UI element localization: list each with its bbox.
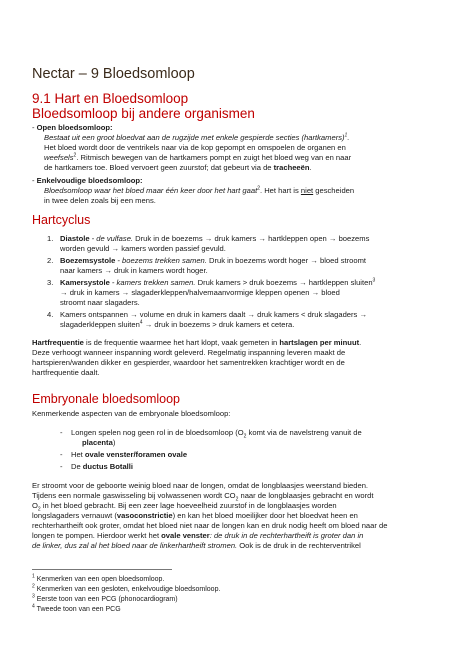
open-text-3b: . Ritmisch bewegen van de hartkamers pompt en zuigt het bloed weg van en naar <box>76 153 352 162</box>
para-line-1: Er stroomt voor de geboorte weinig bloed naar de longen, omdat de longblaasjes weerstand bieden. <box>32 481 369 490</box>
para-line-3 <box>32 501 337 511</box>
hf-term: Hartfrequentie <box>32 338 84 347</box>
para-text: Ook is de druk in de rechterventrikel <box>237 541 361 550</box>
cycle-item-2 <box>60 256 366 266</box>
cycle-desc: - boezems trekken samen. <box>115 256 207 265</box>
open-line-4 <box>44 163 312 173</box>
para-text-italic: de linker, dus zal al het bloed naar de linkerhartheift stromen. <box>32 541 238 550</box>
para-text: Tijdens een normale gaswisseling bij volwassenen wordt CO <box>32 491 236 500</box>
para-text: O <box>32 501 38 510</box>
hf-text: is de frequentie waarmee het hart klopt, vaak gemeten in <box>83 338 280 347</box>
para-line-7 <box>32 541 361 551</box>
footnote-ref: 1 <box>344 132 348 139</box>
closed-text-1b: . Het hart is <box>259 186 301 195</box>
para-text: longslagaders vernauwt ( <box>32 511 117 520</box>
footnote-ref: 3 <box>372 277 376 284</box>
cycle-item-3-cont2: stroomt naar slagaders. <box>60 298 140 307</box>
subscript: 2 <box>37 506 41 513</box>
para-text: naar de longblaasjes gebracht en wordt <box>238 491 374 500</box>
cycle-item-2-cont: naar kamers → druk in kamers wordt hoger. <box>60 266 208 275</box>
para-line-2 <box>32 491 373 501</box>
cycle-item-3 <box>60 278 375 288</box>
open-label: Open bloedsomloop: <box>36 123 113 132</box>
closed-line-1 <box>44 186 354 196</box>
hf-term-2: hartslagen per minuut <box>279 338 360 347</box>
bullet-text: Longen spelen nog geen rol in de bloedsomloop (O <box>70 428 244 437</box>
para-line-6 <box>32 531 363 541</box>
footnote-number: 2 <box>32 583 35 590</box>
footnote-text: Tweede toon van een PCG <box>34 606 121 613</box>
open-line-2 <box>44 143 346 153</box>
open-text-1: Bestaat uit een groot bloedvat aan de rugzijde met enkele gespierde secties (hartkamers) <box>44 133 345 142</box>
list-number: 4. <box>47 310 54 319</box>
open-text-4c: . <box>309 163 312 172</box>
open-text-4a: de hartkamers toe. Bloed vervoert geen zuurstof; dat gebeurt via de <box>44 163 274 172</box>
list-number: 2. <box>47 256 54 265</box>
footnote-1 <box>32 575 164 584</box>
embryo-intro: Kenmerkende aspecten van de embryonale bloedsomloop: <box>32 409 231 418</box>
para-line-5: rechterhartheift ook groter, omdat het bloed niet naar de longen kan en druk nodig heeft om bloed naar de <box>32 521 388 530</box>
footnote-ref: 2 <box>257 185 260 192</box>
cycle-item-1-cont: worden gevuld → kamers worden passief gevuld. <box>60 244 226 253</box>
hf-line-1 <box>32 338 361 348</box>
footnote-ref: 4 <box>139 319 143 326</box>
tracheeen-term: tracheeën <box>273 163 310 172</box>
cycle-desc: - de vulfase. <box>89 234 134 243</box>
closed-label: Enkelvoudige bloedsomloop: <box>36 176 143 185</box>
cycle-text: slagaderkleppen sluiten <box>60 320 140 329</box>
para-text: ) en kan het bloed moeilijker door het bloedvat heen en <box>172 511 358 520</box>
cycle-term: Boezemsystole <box>60 256 116 265</box>
subscript: 2 <box>243 433 247 440</box>
list-number: 1. <box>47 234 54 243</box>
cycle-item-1 <box>60 234 369 244</box>
closed-text-1a: Bloedsomloop waar het bloed maar één keer door het hart gaat <box>44 186 258 195</box>
ovale-venster-term: ovale venster <box>161 531 210 540</box>
cycle-item-4 <box>60 310 367 320</box>
footnote-2 <box>32 585 220 594</box>
footnote-text: Eerste toon van een PCG (phonocardiogram) <box>34 596 178 603</box>
open-line-1: Bestaat uit een groot bloedvat aan de rugzijde met enkele gespierde secties (hartkamers)$^1$. <box>44 132 350 142</box>
list-number: 3. <box>47 278 54 287</box>
bullet-text: komt via de navelstreng vanuit de <box>246 428 362 437</box>
cycle-term: Kamersystole <box>60 278 110 287</box>
cycle-text: Druk in de boezems → druk kamers → hartkleppen open → boezems <box>133 234 370 243</box>
section-heading: 9.1 Hart en Bloedsomloop <box>32 91 189 106</box>
closed-line-2 <box>44 196 156 206</box>
placenta-term: placenta <box>82 438 113 447</box>
closed-text-1d: gescheiden <box>313 186 355 195</box>
hf-text: . <box>359 338 362 347</box>
niet-underlined: niet <box>300 186 314 195</box>
embryo-bullet-3: - De ductus Botalli <box>60 462 134 471</box>
closed-label-line: - Enkelvoudige bloedsomloop: <box>32 176 143 185</box>
open-text-3a: weefsels <box>44 153 74 162</box>
para-text-italic: : de druk in de rechterhartheift is groter dan in <box>209 531 364 540</box>
open-label-line: - Open bloedsomloop: <box>32 123 113 132</box>
footnote-divider <box>32 569 172 570</box>
cycle-desc: - kamers trekken samen. <box>109 278 196 287</box>
footnote-number: 3 <box>32 593 35 600</box>
embryo-heading: Embryonale bloedsomloop <box>32 392 181 406</box>
footnote-text: Kenmerken van een gesloten, enkelvoudige bloedsomloop. <box>34 586 221 593</box>
embryo-bullet-2: - Het ovale venster/foramen ovale <box>60 450 188 459</box>
subsection-heading: Bloedsomloop bij andere organismen <box>32 106 255 121</box>
para-line-4 <box>32 511 358 521</box>
vasoconstrictie-term: vasoconstrictie <box>116 511 173 520</box>
cycle-term: Diastole <box>60 234 90 243</box>
bullet-text: ) <box>112 438 116 447</box>
ovale-venster-term: ovale venster/foramen ovale <box>84 450 188 459</box>
bullet-text: Het <box>70 450 85 459</box>
cycle-text: Kamers ontspannen → volume en druk in kamers daalt → druk kamers < druk slagaders → <box>60 310 368 319</box>
subscript: 2 <box>235 496 239 503</box>
cycle-text: Druk kamers > druk boezems → hartkleppen sluiten <box>195 278 373 287</box>
hf-line-4: hartfrequentie daalt. <box>32 368 100 377</box>
hf-line-3: hartspieren/wanden dikker en gespierder, waardoor het samentrekken krachtiger wordt en de <box>32 358 345 367</box>
footnote-text: Kenmerken van een open bloedsomloop. <box>34 576 165 583</box>
hartcyclus-heading: Hartcyclus <box>32 213 91 227</box>
bullet-text: De <box>70 462 83 471</box>
cycle-text: Druk in boezems wordt hoger → bloed stroomt <box>206 256 367 265</box>
cycle-item-4-cont <box>60 320 294 330</box>
footnote-number: 4 <box>32 603 35 610</box>
footnote-3 <box>32 595 178 604</box>
open-text-2: Het bloed wordt door de ventrikels naar via de kop gepompt en omspoelen de organen en <box>44 143 346 152</box>
footnote-4 <box>32 605 121 614</box>
ductus-botalli-term: ductus Botalli <box>82 462 134 471</box>
para-text: longen te pompen. Hierdoor werkt het <box>32 531 162 540</box>
footnote-number: 1 <box>32 573 35 580</box>
para-text: in het bloed gebracht. Bij een zeer lage hoeveelheid zuurstof in de longblaasjes worden <box>40 501 337 510</box>
footnote-ref: 2 <box>73 152 77 159</box>
cycle-item-3-cont: → druk in kamers → slagaderkleppen/halvemaanvormige kleppen openen → bloed <box>60 288 340 297</box>
open-line-3 <box>44 153 351 163</box>
document-title: Nectar – 9 Bloedsomloop <box>32 66 195 82</box>
embryo-bullet-1-cont <box>82 438 115 448</box>
hf-line-2: Deze verhoogt wanneer inspanning wordt geleverd. Regelmatig inspanning leveren maakt de <box>32 348 346 357</box>
embryo-bullet-1: - Longen spelen nog geen rol in de bloedsomloop ($O_2$ komt via de navelstreng vanuit de <box>60 428 362 440</box>
closed-text-2: in twee delen zoals bij een mens. <box>44 196 156 205</box>
cycle-text: → druk in boezems > druk kamers et cetera. <box>142 320 295 329</box>
